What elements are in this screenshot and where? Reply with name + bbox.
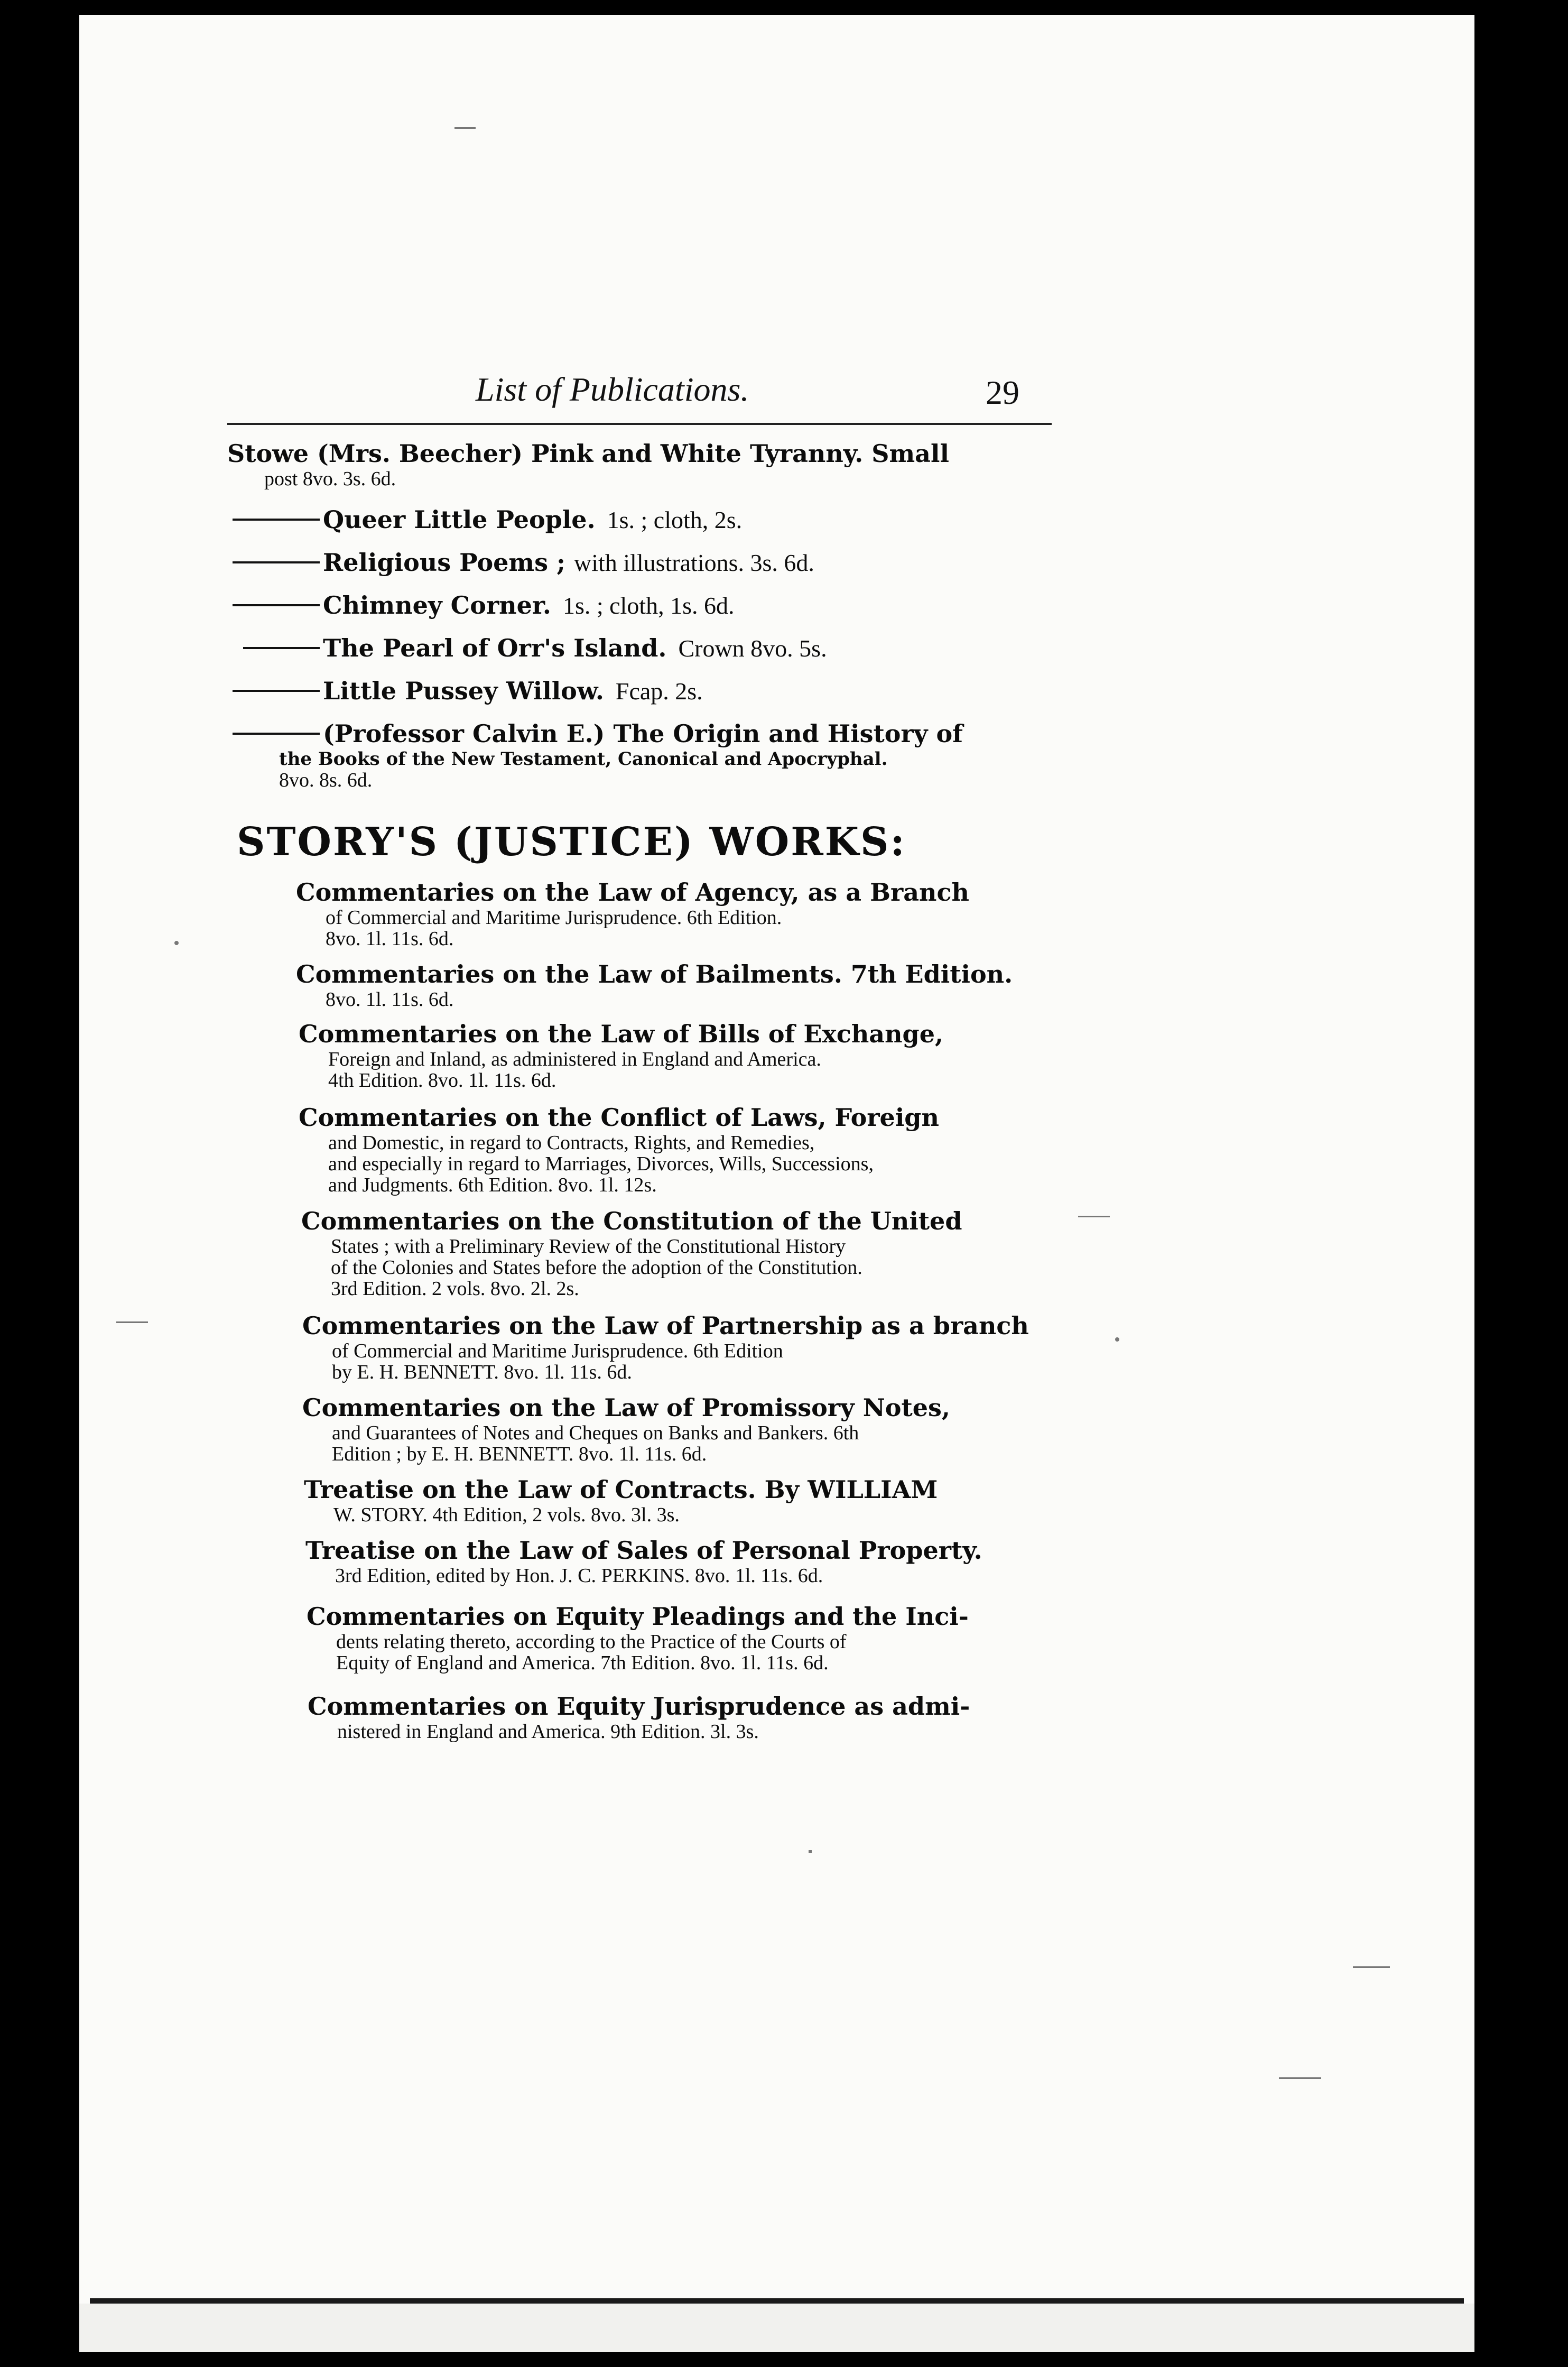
stowe-entry-1 [227,439,949,489]
entry-detail-line: Edition ; by E. H. BENNETT. 8vo. 1l. 11s. 6d. [332,1443,707,1465]
stowe-entry-7 [233,719,963,791]
entry-detail-line: 3rd Edition. 2 vols. 8vo. 2l. 2s. [331,1278,579,1300]
entry-title: Commentaries on Equity Jurisprudence as admi- [308,1692,970,1721]
entry-title: Stowe (Mrs. Beecher) Pink and White Tyranny. Small [227,439,949,468]
entry-detail-line: States ; with a Preliminary Review of the Constitutional History [331,1235,846,1258]
entry-detail-line: 8vo. 1l. 11s. 6d. [326,988,454,1011]
entry-detail: Crown 8vo. 5s. [678,635,827,662]
running-title: List of Publications. [476,371,749,408]
scan-speck [1115,1337,1119,1342]
entry-detail-line: W. STORY. 4th Edition, 2 vols. 8vo. 3l. 3s. [333,1504,680,1526]
entry-title: (Professor Calvin E.) The Origin and History of [323,719,963,748]
entry-title: Commentaries on the Constitution of the United [301,1207,962,1235]
scan-speck [174,941,179,945]
entry-detail-line: and Guarantees of Notes and Cheques on Banks and Bankers. 6th [332,1422,859,1444]
stowe-entry-4 [233,590,735,621]
entry-title: Chimney Corner. [323,591,551,620]
entry-detail: post 8vo. 3s. 6d. [264,468,396,490]
entry-title: Commentaries on the Law of Partnership as a branch [302,1311,1029,1340]
ditto-dash [243,647,320,649]
ditto-dash [233,690,320,692]
entry-title: Commentaries on the Law of Agency, as a Branch [296,878,969,907]
story-entry-3 [299,1019,943,1091]
entry-detail-line: nistered in England and America. 9th Edition. 3l. 3s. [337,1721,759,1743]
entry-title: Queer Little People. [323,505,596,534]
scan-speck [454,127,476,129]
story-entry-11 [308,1691,970,1742]
story-entry-7 [302,1393,950,1465]
entry-detail-line: by E. H. BENNETT. 8vo. 1l. 11s. 6d. [332,1361,632,1383]
page-number: 29 [986,374,1019,411]
entry-title: Commentaries on Equity Pleadings and the Inci- [307,1602,969,1631]
ditto-dash [233,604,320,606]
scan-speck [116,1321,148,1323]
entry-title: The Pearl of Orr's Island. [323,634,667,662]
entry-detail-line: of Commercial and Maritime Jurisprudence. 6th Edition [332,1340,783,1362]
entry-detail-line: Foreign and Inland, as administered in England and America. [328,1048,821,1070]
entry-detail-line: 4th Edition. 8vo. 1l. 11s. 6d. [328,1069,556,1092]
story-entry-10 [307,1602,969,1673]
entry-title: Religious Poems ; [323,548,565,577]
entry-title: Commentaries on the Law of Bills of Exchange, [299,1020,943,1048]
stowe-entry-3 [233,548,814,578]
story-entry-5 [301,1206,962,1299]
entry-detail-line: 3rd Edition, edited by Hon. J. C. PERKINS. 8vo. 1l. 11s. 6d. [335,1565,823,1587]
entry-detail-line: and Domestic, in regard to Contracts, Rights, and Remedies, [328,1132,815,1154]
entry-title: Commentaries on the Law of Bailments. 7th Edition. [296,960,1013,988]
story-entry-9 [305,1536,982,1586]
entry-detail: with illustrations. 3s. 6d. [574,549,814,576]
scan-speck [1078,1216,1110,1217]
stowe-entry-2 [233,505,742,535]
entry-detail-line: and Judgments. 6th Edition. 8vo. 1l. 12s. [328,1174,657,1196]
story-entry-4 [299,1103,939,1196]
page-edge-strip [79,2304,1474,2352]
story-entry-1 [296,877,969,949]
entry-detail: the Books of the New Testament, Canonical and Apocryphal. [279,748,888,770]
stowe-entry-6 [233,676,703,706]
story-entry-6 [302,1311,1029,1383]
scan-speck [1353,1966,1390,1968]
scan-speck [809,1850,812,1853]
ditto-dash [233,519,320,521]
entry-title: Little Pussey Willow. [323,677,604,705]
scan-speck [1279,2077,1321,2079]
section-heading: STORY'S (JUSTICE) WORKS: [237,819,906,865]
entry-detail-line: 8vo. 1l. 11s. 6d. [326,928,454,950]
entry-title: Treatise on the Law of Contracts. By WILLIAM [304,1475,938,1504]
ditto-dash [233,733,320,735]
header-rule [227,423,1052,425]
entry-title: Commentaries on the Conflict of Laws, Foreign [299,1103,939,1132]
entry-detail: Fcap. 2s. [615,678,703,705]
entry-detail-line: of Commercial and Maritime Jurisprudence. 6th Edition. [326,907,782,929]
story-entry-8 [304,1475,938,1525]
entry-detail-line: of the Colonies and States before the adoption of the Constitution. [331,1256,862,1279]
entry-detail: 1s. ; cloth, 1s. 6d. [562,592,735,619]
story-entry-2 [296,959,1013,1010]
entry-detail-line: and especially in regard to Marriages, Divorces, Wills, Successions, [328,1153,874,1175]
entry-title: Commentaries on the Law of Promissory Notes, [302,1393,950,1422]
ditto-dash [233,561,320,563]
entry-detail-line: dents relating thereto, according to the Practice of the Courts of [336,1631,847,1653]
page-bottom-rule [90,2298,1464,2304]
entry-title: Treatise on the Law of Sales of Personal Property. [305,1536,982,1565]
stowe-entry-5 [243,633,827,663]
entry-price: 8vo. 8s. 6d. [279,769,373,791]
entry-detail-line: Equity of England and America. 7th Edition. 8vo. 1l. 11s. 6d. [336,1652,829,1674]
entry-detail: 1s. ; cloth, 2s. [607,506,743,533]
